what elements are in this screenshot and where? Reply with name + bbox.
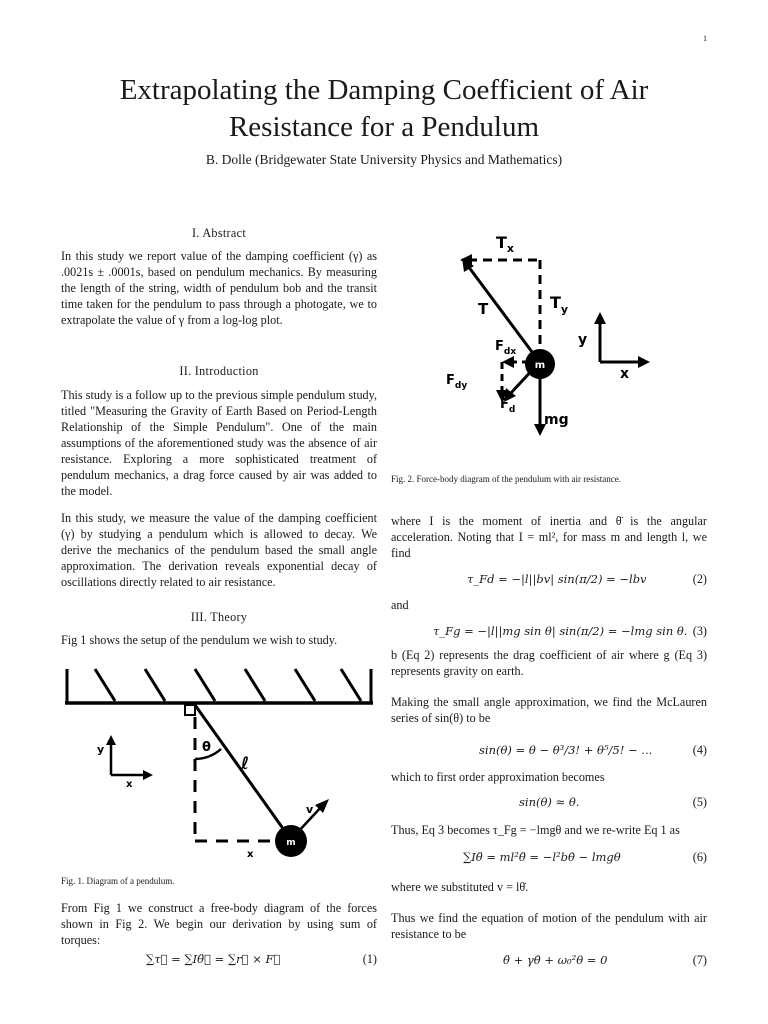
theory-paragraph-6: which to first order approximation becomes	[391, 770, 605, 784]
theory-paragraph-9: Thus we find the equation of motion of the pendulum with air resistance to be	[391, 911, 707, 941]
figure-2-caption: Fig. 2. Force-body diagram of the pendulum with air resistance.	[391, 474, 621, 484]
equation-3-number: (3)	[692, 623, 707, 638]
equation-4-number: (4)	[692, 742, 707, 757]
fig2-fd-label: F	[500, 397, 509, 412]
equation-3: τ_Fg = −|l||mg sin θ| sin(π/2) = −lmg sin θ.	[433, 624, 688, 638]
fig2-mass-label: m	[534, 360, 546, 371]
figure-1-caption: Fig. 1. Diagram of a pendulum.	[61, 876, 175, 886]
fig2-y-axis-label: y	[578, 332, 588, 348]
theory-paragraph-7: Thus, Eq 3 becomes τ_Fg = −lmgθ and we re-write Eq 1 as	[391, 823, 680, 837]
introduction-paragraph-1: This study is a follow up to the previous simple pendulum study, titled "Measuring the Gravity of Earth Based on Period-Length Relationship of the Simple Pendulum". One of the main assumptions of the aforementioned study was the absence of air resistance. Exploring a more sophisticated treatment of pendulum mechanics, a drag force caused by air was added to the model.	[61, 388, 377, 498]
equation-7: θ̈ + γθ̇ + ω₀²θ = 0	[503, 953, 608, 967]
theory-paragraph-3: where I is the moment of inertia and θ̈ is the angular acceleration. Noting that I = ml², for mass m and length l, we find	[391, 514, 707, 560]
theory-paragraph-1: Fig 1 shows the setup of the pendulum we wish to study.	[61, 633, 338, 647]
figure-1-pendulum-diagram	[61, 665, 377, 865]
fig2-fdy-subscript: dy	[454, 381, 468, 391]
fig1-length-label: ℓ	[241, 754, 250, 774]
equation-2: τ_Fd = −|l||bv| sin(π/2) = −lbv	[467, 572, 647, 586]
fig1-mass-label: m	[286, 838, 296, 848]
equation-5-row	[391, 793, 707, 811]
fig2-fd-subscript: d	[508, 405, 516, 415]
equation-5: sin(θ) ≈ θ.	[519, 795, 580, 809]
theory-paragraph-8: where we substituted v = lθ̇.	[391, 880, 529, 894]
theory-paragraph-4: b (Eq 2) represents the drag coefficient of air where g (Eq 3) represents gravity on earth.	[391, 648, 707, 678]
equation-4: sin(θ) = θ − θ³/3! + θ⁵/5! − ...	[479, 743, 653, 757]
fig2-fdx-label: F	[495, 339, 504, 354]
theory-paragraph-5: Making the small angle approximation, we find the McLauren series of sin(θ) to be	[391, 695, 707, 725]
fig2-ty-subscript: y	[560, 303, 569, 316]
fig1-x-axis-label: x	[126, 779, 133, 790]
and-text: and	[391, 598, 409, 612]
fig1-y-axis-label: y	[97, 743, 105, 756]
equation-2-row	[391, 570, 707, 588]
equation-7-row	[391, 951, 707, 969]
equation-6-number: (6)	[692, 849, 707, 864]
equation-1-number: (1)	[362, 951, 377, 966]
fig2-tx-label: T	[496, 233, 507, 252]
fig2-mg-label: mg	[544, 412, 569, 428]
equation-6-row	[391, 848, 707, 866]
equation-1-row	[61, 950, 377, 968]
fig2-fdy-label: F	[446, 373, 455, 388]
abstract-heading: I. Abstract	[191, 226, 247, 240]
equation-2-number: (2)	[692, 571, 707, 586]
equation-5-number: (5)	[692, 794, 707, 809]
fig1-theta-label: θ	[202, 740, 211, 755]
equation-7-number: (7)	[692, 952, 707, 967]
introduction-heading: II. Introduction	[179, 364, 259, 378]
fig1-x-displacement-label: x	[247, 849, 254, 860]
paper-title: Extrapolating the Damping Coefficient of Air Resistance for a Pendulum	[119, 74, 649, 143]
introduction-paragraph-2: In this study, we measure the value of the damping coefficient (γ) by studying a pendulum which is allowed to decay. We derive the mechanics of the pendulum based the small angle approximation. The derivation reveals exponential decay of oscillations directly related to air resistance.	[61, 511, 377, 589]
fig2-x-axis-label: x	[620, 366, 630, 382]
figure-2-force-diagram	[420, 228, 666, 460]
abstract-text: In this study we report value of the damping coefficient (γ) as .0021s ± .0001s, based on pendulum mechanics. By measuring the length of the string, width of pendulum bob and the transit time taken for the pendulum to pass through a photogate, we to extrapolate the value of γ from a log-log plot.	[61, 249, 377, 327]
paper-authors: B. Dolle (Bridgewater State University Physics and Mathematics)	[205, 152, 563, 167]
fig1-velocity-label: v	[306, 803, 314, 816]
fig2-t-label: T	[478, 300, 489, 318]
theory-paragraph-2: From Fig 1 we construct a free-body diagram of the forces shown in Fig 2. We begin our derivation by using sum of torques:	[61, 901, 377, 947]
fig2-fdx-subscript: dx	[503, 347, 517, 357]
equation-6: ∑Iθ̈ = ml²θ̈ = −l²bθ̇ − lmgθ	[463, 850, 621, 864]
fig2-ty-label: T	[550, 293, 561, 312]
equation-1: ∑τ⃗ = ∑Iθ̈⃗ = ∑r⃗ × F⃗	[146, 952, 281, 966]
equation-4-row	[391, 738, 707, 762]
page-number: 1	[703, 34, 707, 43]
fig2-tx-subscript: x	[506, 242, 515, 255]
theory-heading: III. Theory	[190, 610, 248, 624]
equation-3-row	[391, 622, 707, 640]
